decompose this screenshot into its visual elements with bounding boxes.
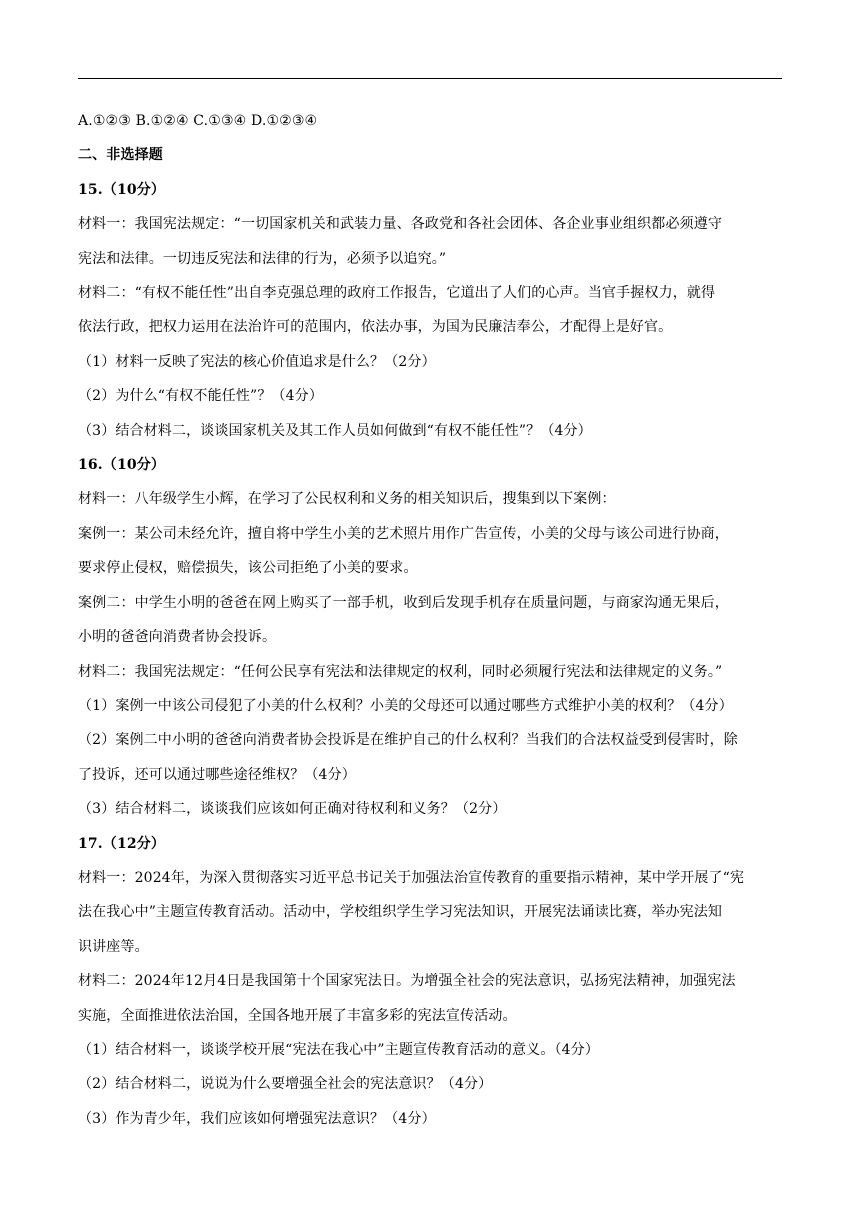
question-16-line: 材料二：我国宪法规定：“任何公民享有宪法和法律规定的权利，同时必须履行宪法和法律规定的义务。” [78,663,723,680]
question-17-subquestion-1: （1）结合材料一，谈谈学校开展“宪法在我心中”主题宣传教育活动的意义。（4分） [78,1041,599,1058]
question-15-line: 材料二：“有权不能任性”出自李克强总理的政府工作报告，它道出了人们的心声。当官手握权力，就得 [78,285,716,302]
question-17-line: 材料二：2024年12月4日是我国第十个国家宪法日。为增强全社会的宪法意识，弘扬宪法精神，加强宪法 [78,973,736,990]
question-17-subquestion-3: （3）作为青少年，我们应该如何增强宪法意识？（4分） [78,1110,436,1127]
section-title: 二、非选择题 [78,147,163,164]
question-17-subquestion-2: （2）结合材料二，说说为什么要增强全社会的宪法意识？（4分） [78,1076,493,1093]
question-16-subquestion-3: （3）结合材料二，谈谈我们应该如何正确对待权利和义务？（2分） [78,801,507,818]
question-16-line: 案例二：中学生小明的爸爸在网上购买了一部手机，收到后发现手机存在质量问题，与商家沟通无果后， [78,594,729,611]
question-16-subquestion-2: （2）案例二中小明的爸爸向消费者协会投诉是在维护自己的什么权利？当我们的合法权益受到侵害时，除 [78,732,738,749]
document-body [78,104,782,1136]
question-17-line: 法在我心中”主题宣传教育活动。活动中，学校组织学生学习宪法知识，开展宪法诵读比赛，举办宪法知 [78,904,723,921]
question-15-subquestion-1: （1）材料一反映了宪法的核心价值追求是什么？（2分） [78,353,436,370]
header-rule [78,78,782,79]
question-16-line: 要求停止侵权，赔偿损失，该公司拒绝了小美的要求。 [78,560,418,577]
question-16-subquestion-1: （1）案例一中该公司侵犯了小美的什么权利？小美的父母还可以通过哪些方式维护小美的权利？（4分） [78,697,733,714]
question-16-header: 16.（10分） [78,457,166,474]
question-16-line: 案例一：某公司未经允许，擅自将中学生小美的艺术照片用作广告宣传，小美的父母与该公司进行协商， [78,525,729,542]
question-17-line: 识讲座等。 [78,938,149,955]
question-15-line: 宪法和法律。一切违反宪法和法律的行为，必须予以追究。” [78,250,447,267]
question-16 [78,448,782,826]
question-17-header: 17.（12分） [78,835,166,852]
question-15-header: 15.（10分） [78,181,166,198]
question-15-subquestion-3: （3）结合材料二，谈谈国家机关及其工作人员如何做到“有权不能任性”？（4分） [78,422,592,439]
question-15-line: 依法行政，把权力运用在法治许可的范围内，依法办事，为国为民廉洁奉公，才配得上是好官。 [78,319,673,336]
question-15 [78,173,782,448]
answer-options: A.①②③ B.①②④ C.①③④ D.①②③④ [78,113,318,129]
question-16-line: 小明的爸爸向消费者协会投诉。 [78,629,277,646]
question-16-line: 材料一：八年级学生小辉，在学习了公民权利和义务的相关知识后，搜集到以下案例： [78,491,616,508]
question-15-subquestion-2: （2）为什么“有权不能任性”？（4分） [78,388,323,405]
question-16-subquestion-2-cont: 了投诉，还可以通过哪些途径维权？（4分） [78,766,356,783]
question-15-line: 材料一：我国宪法规定：“一切国家机关和武装力量、各政党和各社会团体、各企业事业组织都必须遵守 [78,216,723,233]
question-17-line: 实施，全面推进依法治国，全国各地开展了丰富多彩的宪法宣传活动。 [78,1007,517,1024]
question-17 [78,827,782,1137]
question-17-line: 材料一：2024年，为深入贯彻落实习近平总书记关于加强法治宣传教育的重要指示精神，某中学开展了“宪 [78,869,745,886]
